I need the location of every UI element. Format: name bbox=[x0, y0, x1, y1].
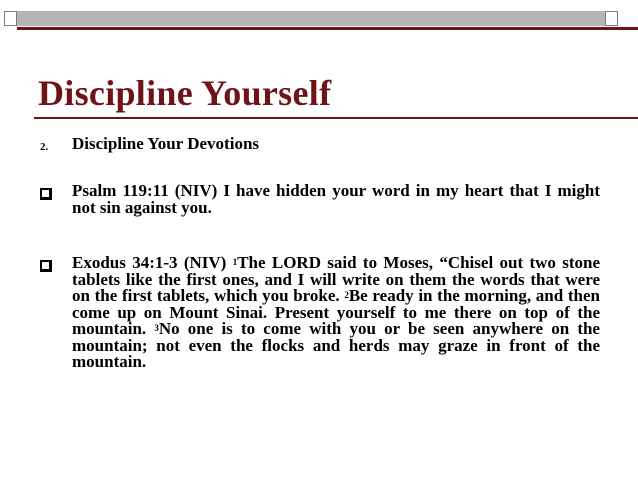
square-bullet-icon bbox=[40, 188, 52, 200]
header-band bbox=[17, 11, 605, 26]
verse-text: No one is to come with you or be seen anywhere on the mountain; not even the flocks and herds may graze in front of the mountain. bbox=[72, 319, 600, 371]
square-bullet-icon bbox=[40, 260, 52, 272]
verse-text: Be ready in the morning, and then come up on Mount Sinai. Present yourself to me there on top of the mountain. bbox=[72, 286, 600, 338]
item-number: 2. bbox=[40, 141, 49, 153]
header-corner-box-right bbox=[605, 11, 618, 26]
scripture-reference: Exodus 34:1-3 (NIV) bbox=[72, 253, 233, 272]
verse-number: 3 bbox=[154, 323, 159, 333]
header-corner-box-left bbox=[4, 11, 17, 26]
header-rule bbox=[17, 27, 638, 30]
verse-text: The LORD said to Moses, “Chisel out two stone tablets like the first ones, and I will write on them the words that were on the first tablets, which you broke. bbox=[72, 253, 600, 305]
slide-title: Discipline Yourself bbox=[38, 73, 332, 113]
title-rule bbox=[34, 117, 638, 119]
item-text: Psalm 119:11 (NIV) I have hidden your word in my heart that I might not sin against you. bbox=[72, 181, 600, 217]
item-text bbox=[72, 255, 600, 371]
verse-number: 1 bbox=[232, 257, 238, 267]
item-text: Discipline Your Devotions bbox=[72, 134, 260, 153]
verse-number: 2 bbox=[344, 290, 349, 300]
